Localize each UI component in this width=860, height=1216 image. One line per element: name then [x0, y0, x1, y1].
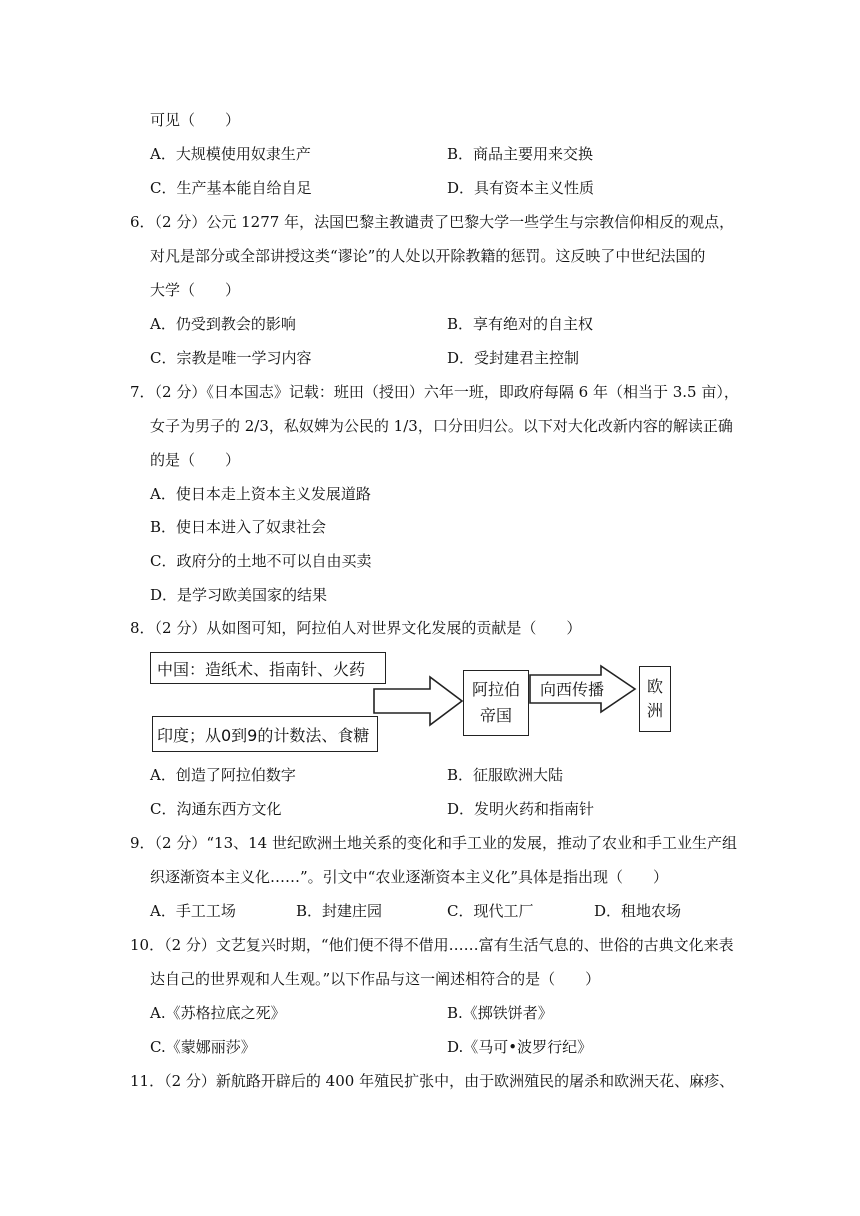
diagram-arrow-to-arab [372, 675, 464, 727]
q5-option-d: D．具有资本主义性质 [447, 179, 595, 197]
diagram-china-box [150, 652, 386, 684]
diagram-china-label: 中国：造纸术、指南针、火药 [157, 659, 366, 679]
q6-stem-line-2: 对凡是部分或全部讲授这类“谬论”的人处以开除教籍的惩罚。这反映了中世纪法国的 [150, 247, 706, 265]
q6-stem-line-3: 大学（ ） [150, 281, 241, 299]
q11-stem-line-1: 11．（2 分）新航路开辟后的 400 年殖民扩张中，由于欧洲殖民的屠杀和欧洲天花、麻疹、 [130, 1072, 735, 1090]
q7-stem-line-2: 女子为男子的 2/3，私奴婢为公民的 1/3，口分田归公。以下对大化改新内容的解读正确 [150, 417, 733, 435]
diagram-india-label: 印度；从0到9的计数法、食糖 [157, 725, 370, 745]
q5-stem: 可见（ ） [150, 111, 241, 129]
q7-option-b: B．使日本进入了奴隶社会 [150, 518, 327, 536]
q9-stem-line-2: 织逐渐资本主义化……”。引文中“农业逐渐资本主义化”具体是指出现（ ） [150, 868, 669, 886]
q10-option-b: B.《掷铁饼者》 [447, 1004, 553, 1022]
q9-stem-line-1: 9．（2 分）“13、14 世纪欧洲土地关系的变化和手工业的发展，推动了农业和手工业生产组 [130, 834, 737, 852]
q6-option-b: B．享有绝对的自主权 [447, 315, 594, 333]
diagram-europe-box [639, 666, 671, 732]
q7-stem-line-1: 7．（2 分）《日本国志》记载：班田（授田）六年一班，即政府每隔 6 年（相当于 3.5 亩）， [130, 383, 739, 401]
diagram-arab-box [463, 670, 529, 736]
q10-option-c: C.《蒙娜丽莎》 [150, 1038, 256, 1056]
q6-option-a: A．仍受到教会的影响 [150, 315, 296, 333]
diagram-india-box [152, 716, 378, 752]
q10-stem-line-1: 10．（2 分）文艺复兴时期，“他们便不得不借用……富有生活气息的、世俗的古典文化来表 [130, 936, 734, 954]
q8-stem-line-1: 8．（2 分）从如图可知，阿拉伯人对世界文化发展的贡献是（ ） [130, 619, 582, 637]
diagram-spread-label: 向西传播 [540, 680, 605, 699]
q9-option-d: D．租地农场 [594, 902, 682, 920]
diagram-europe-label-1: 欧 [646, 677, 663, 696]
q7-option-c: C．政府分的土地不可以自由买卖 [150, 552, 372, 570]
q5-option-c: C．生产基本能自给自足 [150, 179, 312, 197]
q5-option-a: A．大规模使用奴隶生产 [150, 145, 311, 163]
q6-option-d: D．受封建君主控制 [447, 349, 580, 367]
q7-option-d: D．是学习欧美国家的结果 [150, 586, 328, 604]
q9-option-a: A．手工工场 [150, 902, 236, 920]
q6-option-c: C．宗教是唯一学习内容 [150, 349, 312, 367]
diagram-arab-label-2: 帝国 [479, 706, 512, 725]
q8-option-c: C．沟通东西方文化 [150, 800, 282, 818]
q7-option-a: A．使日本走上资本主义发展道路 [150, 485, 371, 503]
q9-option-b: B．封建庄园 [296, 902, 383, 920]
q10-option-a: A.《苏格拉底之死》 [150, 1004, 286, 1022]
q10-stem-line-2: 达自己的世界观和人生观。”以下作品与这一阐述相符合的是（ ） [150, 970, 601, 988]
q8-option-b: B．征服欧洲大陆 [447, 766, 564, 784]
diagram-arab-label-1: 阿拉伯 [471, 680, 520, 699]
diagram-europe-label-2: 洲 [646, 701, 663, 720]
q9-option-c: C．现代工厂 [447, 902, 534, 920]
q8-option-d: D．发明火药和指南针 [447, 800, 595, 818]
q7-stem-line-3: 的是（ ） [150, 451, 241, 469]
q5-option-b: B．商品主要用来交换 [447, 145, 594, 163]
q6-stem-line-1: 6．（2 分）公元 1277 年，法国巴黎主教谴责了巴黎大学一些学生与宗教信仰相反的观点， [130, 213, 735, 231]
q8-option-a: A．创造了阿拉伯数字 [150, 766, 296, 784]
q10-option-d: D.《马可•波罗行纪》 [447, 1038, 593, 1056]
